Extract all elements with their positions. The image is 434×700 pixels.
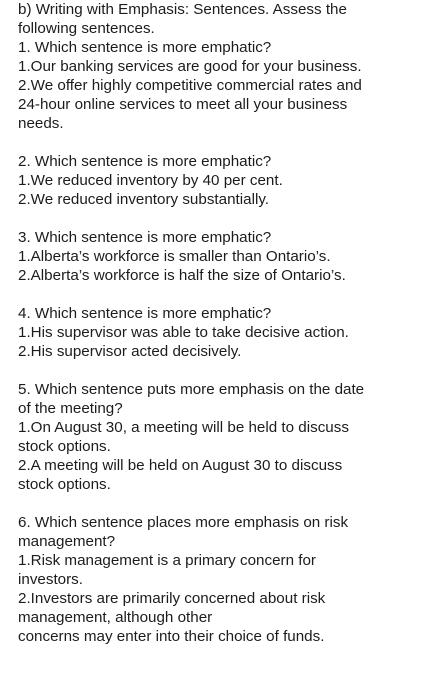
text-line: 1. Which sentence is more emphatic?: [18, 39, 272, 56]
text-line: concerns may enter into their choice of funds.: [18, 628, 325, 645]
text-line: 24-hour online services to meet all your business: [18, 96, 348, 113]
question-6-block: [18, 513, 430, 646]
text-line: 1.Our banking services are good for your business.: [18, 58, 362, 75]
text-line: 2.We reduced inventory substantially.: [18, 191, 270, 208]
text-line: b) Writing with Emphasis: Sentences. Assess the: [18, 1, 347, 18]
text-line: management?: [18, 533, 116, 550]
text-line: 1.We reduced inventory by 40 per cent.: [18, 172, 283, 189]
text-line: 6. Which sentence places more emphasis on risk: [18, 514, 349, 531]
text-line: 1.His supervisor was able to take decisive action.: [18, 324, 349, 341]
question-4-block: [18, 304, 430, 361]
text-line: 1.Alberta’s workforce is smaller than Ontario’s.: [18, 248, 331, 265]
text-line: 5. Which sentence puts more emphasis on the date: [18, 381, 365, 398]
question-2-block: [18, 152, 430, 209]
text-line: 2.We offer highly competitive commercial rates and: [18, 77, 362, 94]
text-line: 4. Which sentence is more emphatic?: [18, 305, 272, 322]
intro-question-1-block: [18, 0, 430, 133]
text-line: of the meeting?: [18, 400, 123, 417]
text-line: 3. Which sentence is more emphatic?: [18, 229, 272, 246]
text-line: needs.: [18, 115, 64, 132]
text-line: stock options.: [18, 438, 111, 455]
text-line: following sentences.: [18, 20, 155, 37]
text-line: 1.On August 30, a meeting will be held to discuss: [18, 419, 349, 436]
text-line: 2.His supervisor acted decisively.: [18, 343, 242, 360]
text-line: 2.Alberta’s workforce is half the size of Ontario’s.: [18, 267, 346, 284]
text-line: stock options.: [18, 476, 111, 493]
text-line: 1.Risk management is a primary concern for: [18, 552, 316, 569]
document-text: [18, 0, 430, 665]
text-line: management, although other: [18, 609, 213, 626]
text-line: 2.A meeting will be held on August 30 to discuss: [18, 457, 343, 474]
text-line: 2. Which sentence is more emphatic?: [18, 153, 272, 170]
text-line: investors.: [18, 571, 83, 588]
text-line: 2.Investors are primarily concerned about risk: [18, 590, 326, 607]
question-3-block: [18, 228, 430, 285]
question-5-block: [18, 380, 430, 494]
